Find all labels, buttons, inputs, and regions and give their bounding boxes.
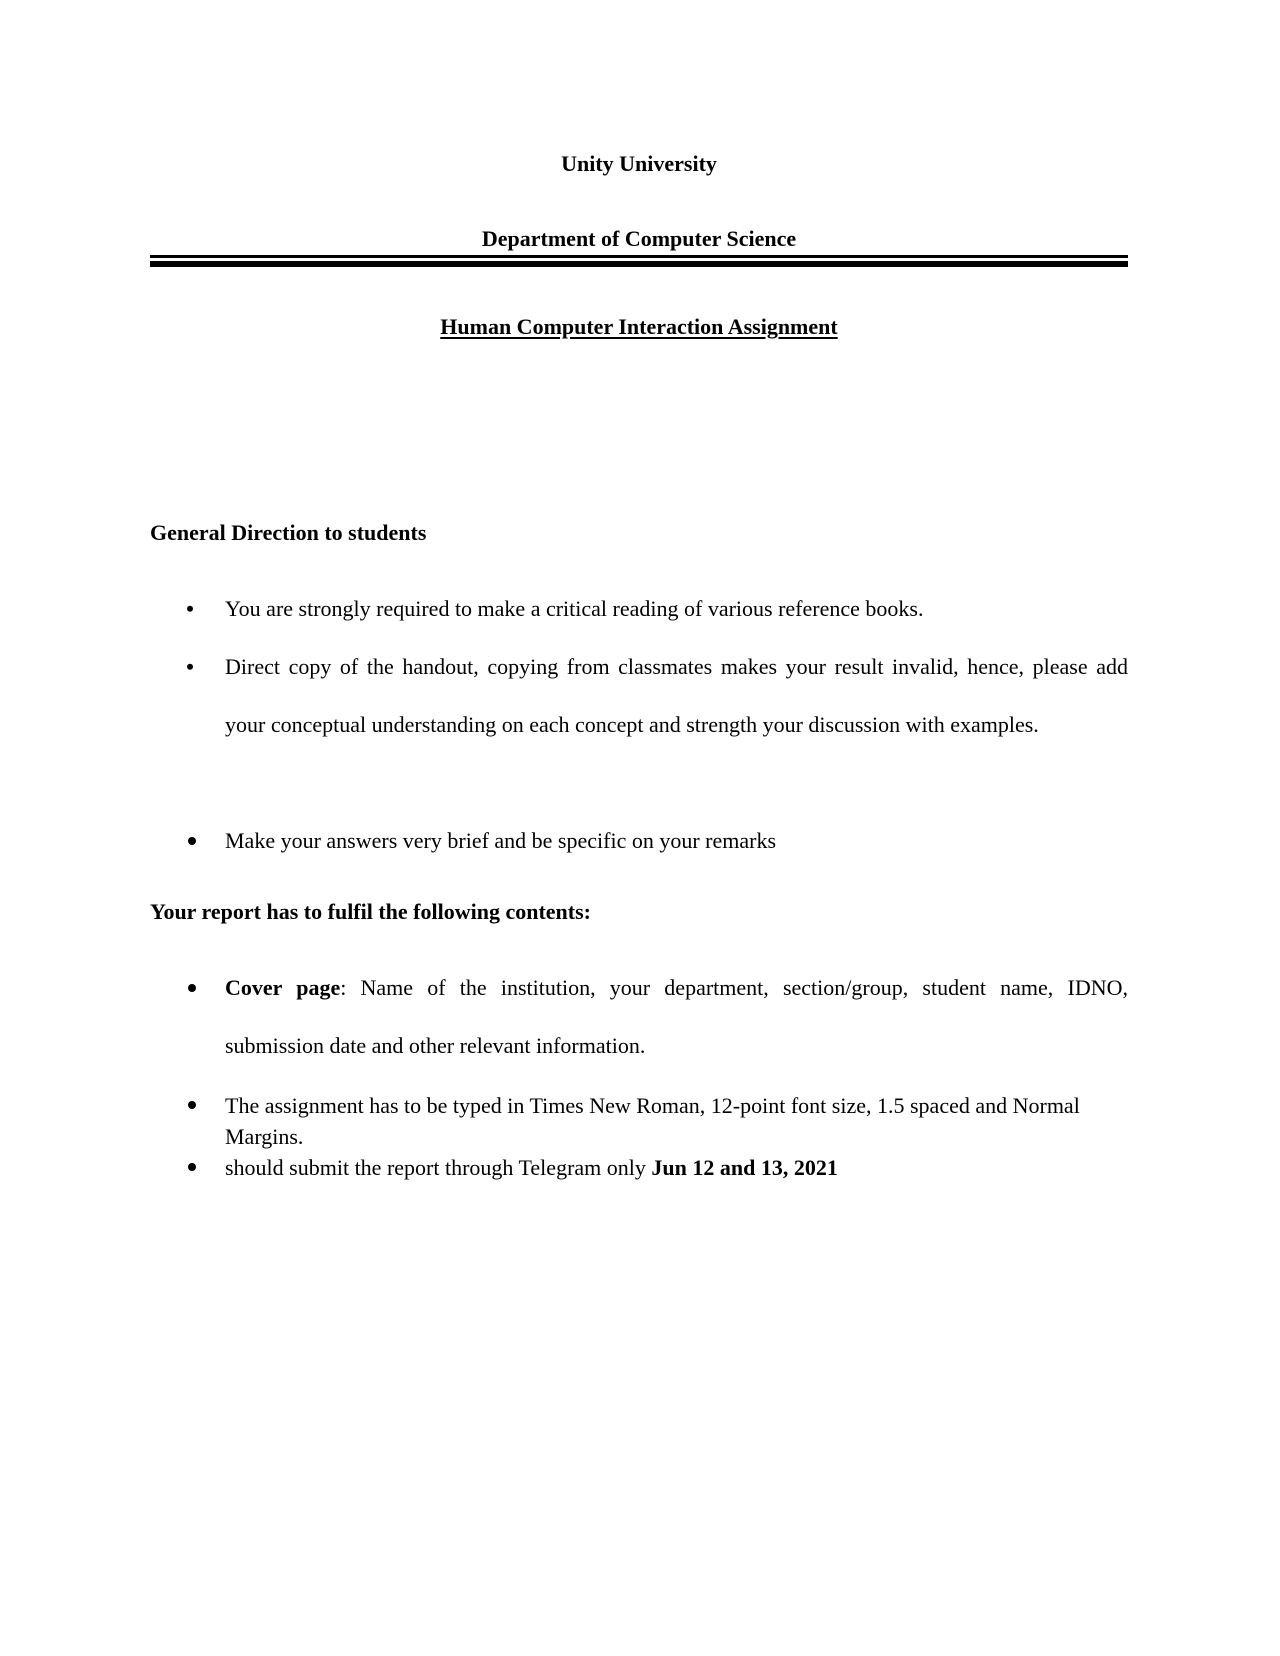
assignment-title-text: Human Computer Interaction Assignment bbox=[440, 314, 838, 339]
bullet-icon: • bbox=[186, 654, 194, 679]
submission-text: should submit the report through Telegram only bbox=[225, 1155, 652, 1180]
department-title: Department of Computer Science bbox=[481, 226, 797, 251]
header-rule-thick bbox=[150, 261, 1128, 267]
bullet-icon bbox=[188, 1101, 196, 1109]
content-item-text bbox=[225, 959, 1128, 1075]
assignment-title bbox=[150, 313, 1128, 341]
cover-page-text: : Name of the institution, your department, section/group, student name, IDNO, submission date and other relevant information. bbox=[225, 975, 1128, 1058]
content-item-text: The assignment has to be typed in Times New Roman, 12-point font size, 1.5 spaced and Normal Margins. bbox=[225, 1093, 1080, 1149]
submission-date: Jun 12 and 13, 2021 bbox=[651, 1155, 838, 1180]
bullet-icon bbox=[188, 837, 196, 845]
header-rule-thin bbox=[150, 255, 1128, 258]
content-item-text bbox=[225, 1152, 1128, 1183]
direction-item-text: You are strongly required to make a critical reading of various reference books. bbox=[225, 596, 924, 621]
cover-page-label: Cover page bbox=[225, 975, 341, 1000]
bullet-icon bbox=[188, 1163, 196, 1171]
bullet-icon bbox=[188, 984, 196, 992]
bullet-icon: • bbox=[186, 596, 194, 621]
report-contents-heading: Your report has to fulfil the following contents: bbox=[150, 899, 592, 924]
direction-item-text: Direct copy of the handout, copying from classmates makes your result invalid, hence, please add your conceptual understanding on each concept and strength your discussion with examples. bbox=[225, 654, 1128, 737]
university-title: Unity University bbox=[561, 151, 717, 176]
direction-item-text: Make your answers very brief and be specific on your remarks bbox=[225, 828, 777, 853]
general-direction-heading: General Direction to students bbox=[150, 520, 427, 545]
